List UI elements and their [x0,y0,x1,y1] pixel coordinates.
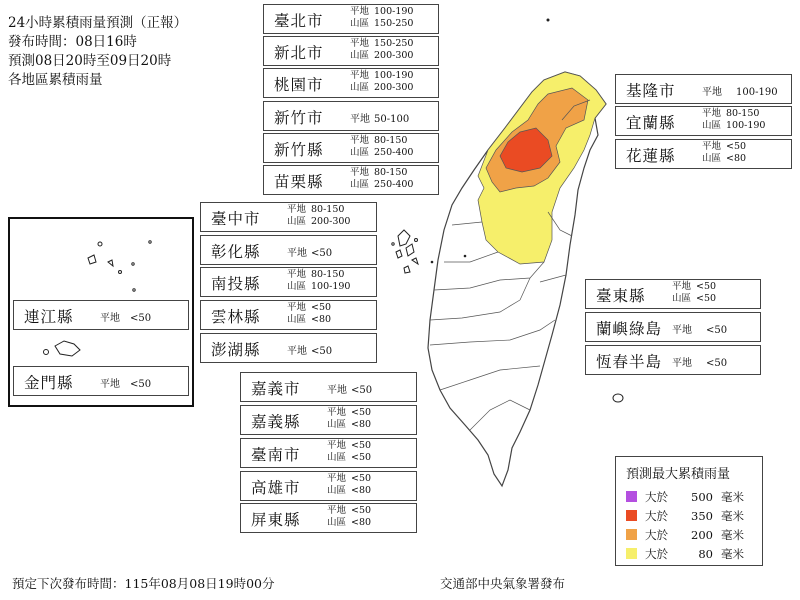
plain-value: 100-190 [374,6,414,17]
region-subtitle: 各地區累積雨量 [8,72,103,88]
region-box-taipei: 臺北市 平地 100-190 山區 150-250 [263,4,439,34]
plain-value: <50 [351,385,373,396]
region-name: 臺南市 [251,446,301,464]
legend-item: 大於 200 毫米 [626,527,744,543]
region-box-lienchiang: 連江縣 平地 <50 [13,300,189,330]
mountain-value: 200-300 [311,216,351,227]
mountain-value: 250-400 [374,179,414,190]
plain-value: <50 [351,473,372,484]
plain-value: 80-150 [311,204,345,215]
region-name: 桃園市 [274,76,324,94]
plain-value: 100-190 [374,70,414,81]
region-name: 新北市 [274,44,324,62]
legend-swatch [626,510,637,521]
plain-value: 50-100 [374,114,410,125]
plain-value: 100-190 [736,87,778,98]
plain-value: <50 [311,346,333,357]
region-box-nantou: 南投縣 平地 80-150 山區 100-190 [200,267,377,297]
region-name: 屏東縣 [251,511,301,529]
issue-time: 發布時間：08日16時 [8,34,137,50]
region-box-keelung: 基隆市 平地 100-190 [615,74,792,104]
legend-value: 500 [691,490,713,504]
region-box-chiayi: 嘉義縣 平地 <50 山區 <80 [240,405,417,435]
legend-item: 大於 350 毫米 [626,508,744,524]
next-issue-time: 預定下次發布時間：115年08月08日19時00分 [12,576,275,591]
region-box-hsinchucity: 新竹市 平地 50-100 [263,101,439,131]
region-box-newtaipei: 新北市 平地 150-250 山區 200-300 [263,36,439,66]
region-name: 苗栗縣 [274,173,324,191]
region-box-lanyu: 蘭嶼綠島 平地 <50 [585,312,761,342]
plain-value: <50 [351,505,372,516]
map-legend [615,456,763,566]
region-name: 雲林縣 [211,308,261,326]
legend-item: 大於 500 毫米 [626,489,744,505]
region-name: 新竹縣 [274,141,324,159]
legend-value: 200 [691,528,713,542]
region-name: 金門縣 [24,374,74,392]
mountain-value: <80 [351,419,372,430]
mountain-value: 200-300 [374,50,414,61]
mountain-value: <50 [696,293,717,304]
region-box-pingtung: 屏東縣 平地 <50 山區 <80 [240,503,417,533]
map-title: 24小時累積雨量預測（正報） [8,15,188,31]
region-name: 嘉義市 [251,380,301,398]
mountain-value: <80 [351,485,372,496]
region-box-taoyuan: 桃園市 平地 100-190 山區 200-300 [263,68,439,98]
region-box-tainan: 臺南市 平地 <50 山區 <50 [240,438,417,468]
plain-value: <50 [726,141,747,152]
mountain-value: <80 [726,153,747,164]
legend-swatch [626,491,637,502]
region-box-kaohsiung: 高雄市 平地 <50 山區 <80 [240,471,417,501]
region-name: 高雄市 [251,479,301,497]
region-name: 彰化縣 [211,243,261,261]
penghu-islands [392,230,418,273]
region-box-chiayicity: 嘉義市 平地 <50 [240,372,417,402]
legend-value: 350 [691,509,713,523]
legend-item: 大於 80 毫米 [626,546,744,562]
region-name: 宜蘭縣 [626,114,676,132]
issuer: 交通部中央氣象署發布 [440,576,566,591]
mountain-value: 250-400 [374,147,414,158]
region-box-penghu: 澎湖縣 平地 <50 [200,333,377,363]
mountain-value: <80 [351,517,372,528]
plain-value: <50 [311,302,332,313]
plain-value: <50 [706,325,728,336]
plain-value: 80-150 [374,167,408,178]
region-box-taitung: 臺東縣 平地 <50 山區 <50 [585,279,761,309]
plain-value: 80-150 [726,108,760,119]
plain-value: <50 [351,407,372,418]
mountain-value: 100-190 [726,120,766,131]
region-name: 連江縣 [24,308,74,326]
region-name: 基隆市 [626,82,676,100]
plain-value: <50 [130,379,152,390]
region-name: 花蓮縣 [626,147,676,165]
region-box-taichung: 臺中市 平地 80-150 山區 200-300 [200,202,377,232]
mountain-value: 200-300 [374,82,414,93]
plain-value: <50 [311,248,333,259]
region-name: 南投縣 [211,275,261,293]
forecast-period: 預測08日20時至09日20時 [8,53,172,69]
plain-value: <50 [351,440,372,451]
mountain-value: 150-250 [374,18,414,29]
region-name: 新竹市 [274,109,324,127]
region-name: 臺東縣 [596,287,646,305]
region-box-hsinchu: 新竹縣 平地 80-150 山區 250-400 [263,133,439,163]
mountain-value: <80 [311,314,332,325]
plain-value: 80-150 [311,269,345,280]
region-box-changhua: 彰化縣 平地 <50 [200,235,377,265]
plain-value: <50 [706,358,728,369]
region-box-hualien: 花蓮縣 平地 <50 山區 <80 [615,139,792,169]
legend-title: 預測最大累積雨量 [626,467,731,482]
region-box-yunlin: 雲林縣 平地 <50 山區 <80 [200,300,377,330]
legend-swatch [626,548,637,559]
region-box-kinmen: 金門縣 平地 <50 [13,366,189,396]
mountain-value: 100-190 [311,281,351,292]
region-name: 臺北市 [274,12,324,30]
region-box-hengchun: 恆春半島 平地 <50 [585,345,761,375]
plain-value: <50 [696,281,717,292]
plain-value: <50 [130,313,152,324]
region-name: 恆春半島 [596,353,663,371]
region-name: 蘭嶼綠島 [596,320,663,338]
region-name: 臺中市 [211,210,261,228]
mountain-value: <50 [351,452,372,463]
region-box-yilan: 宜蘭縣 平地 80-150 山區 100-190 [615,106,792,136]
region-name: 嘉義縣 [251,413,301,431]
legend-swatch [626,529,637,540]
region-box-miaoli: 苗栗縣 平地 80-150 山區 250-400 [263,165,439,195]
plain-value: 150-250 [374,38,414,49]
plain-value: 80-150 [374,135,408,146]
legend-value: 80 [698,547,713,561]
region-name: 澎湖縣 [211,341,261,359]
